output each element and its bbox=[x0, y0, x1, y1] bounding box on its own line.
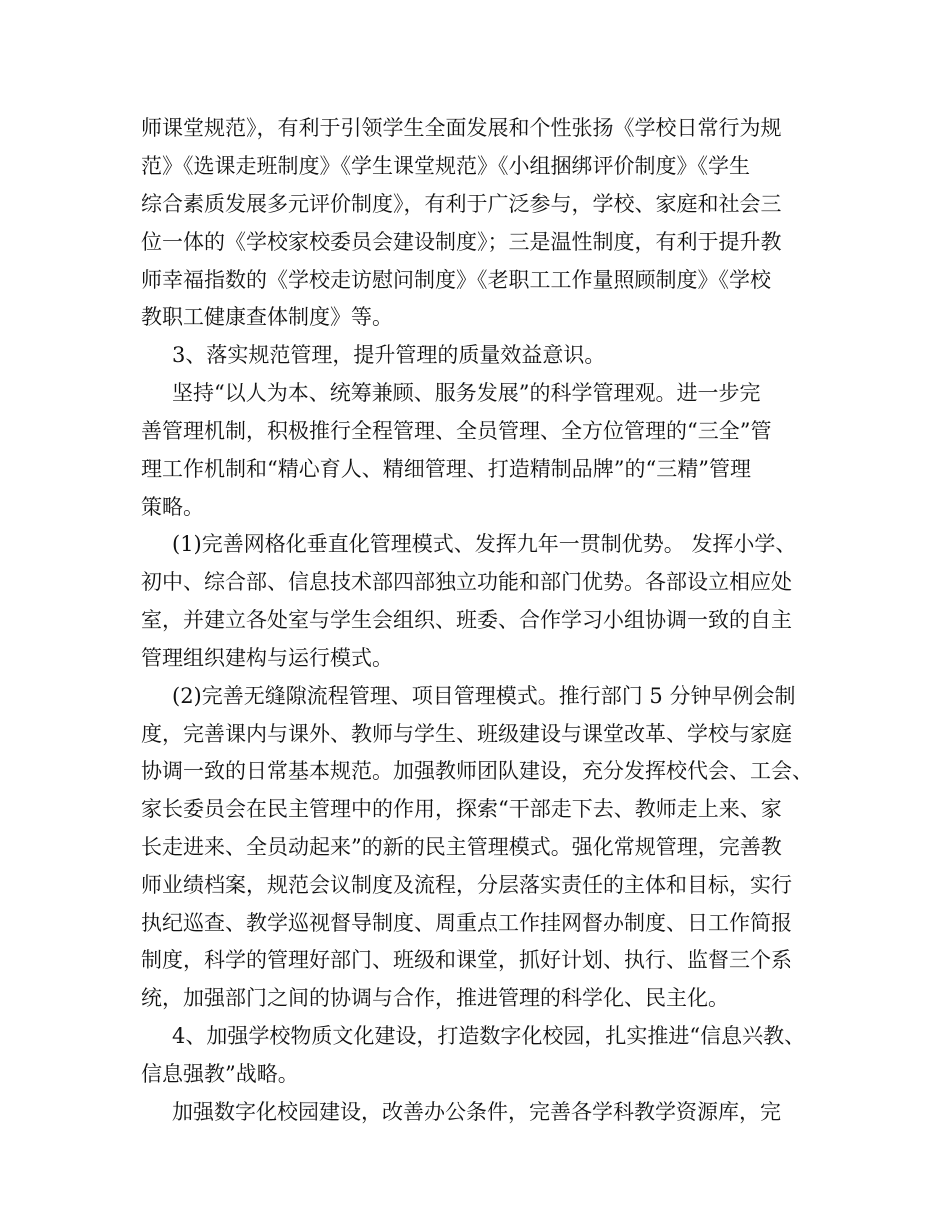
text-line: 理工作机制和“精心育人、精细管理、打造精制品牌”的“三精”管理 bbox=[141, 457, 751, 481]
text-line: 范》《选课走班制度》《学生课堂规范》《小组捆绑评价制度》《学生 bbox=[141, 154, 750, 178]
text-line: 初中、综合部、信息技术部四部独立功能和部门优势。各部设立相应处 bbox=[141, 570, 792, 594]
text-line: 信息强教”战略。 bbox=[141, 1062, 299, 1086]
text-line: 善管理机制，积极推行全程管理、全员管理、全方位管理的“三全”管 bbox=[141, 419, 772, 443]
section-heading: 3、落实规范管理，提升管理的质量效益意识。 bbox=[172, 343, 606, 367]
text-line: 师幸福指数的《学校走访慰问制度》《老职工工作量照顾制度》《学校 bbox=[141, 268, 771, 292]
text-line: 教职工健康查体制度》等。 bbox=[141, 305, 393, 329]
text-line: (1)完善网格化垂直化管理模式、发挥九年一贯制优势。 发挥小学、 bbox=[172, 532, 797, 556]
text-line: 制度，科学的管理好部门、班级和课堂，抓好计划、执行、监督三个系 bbox=[141, 948, 792, 972]
text-line: 管理组织建构与运行模式。 bbox=[141, 646, 393, 670]
text-line: 坚持“以人为本、统筹兼顾、服务发展”的科学管理观。进一步完 bbox=[172, 381, 761, 405]
text-line: 统，加强部门之间的协调与合作，推进管理的科学化、民主化。 bbox=[141, 986, 729, 1010]
text-line: 师课堂规范》，有利于引领学生全面发展和个性张扬《学校日常行为规 bbox=[141, 116, 782, 140]
text-line: 师业绩档案，规范会议制度及流程，分层落实责任的主体和目标，实行 bbox=[141, 873, 792, 897]
text-line: 策略。 bbox=[141, 495, 204, 519]
text-line: (2)完善无缝隙流程管理、项目管理模式。推行部门 5 分钟早例会制 bbox=[172, 684, 796, 708]
text-line: 度，完善课内与课外、教师与学生、班级建设与课堂改革、学校与家庭 bbox=[141, 722, 792, 746]
text-line: 综合素质发展多元评价制度》，有利于广泛参与，学校、家庭和社会三 bbox=[141, 192, 782, 216]
text-line: 位一体的《学校家校委员会建设制度》；三是温性制度，有利于提升教 bbox=[141, 230, 782, 254]
text-line: 长走进来、全员动起来”的新的民主管理模式。强化常规管理，完善教 bbox=[141, 835, 782, 859]
text-line: 执纪巡查、教学巡视督导制度、周重点工作挂网督办制度、日工作简报 bbox=[141, 911, 792, 935]
text-line: 协调一致的日常基本规范。加强教师团队建设，充分发挥校代会、工会、 bbox=[141, 759, 813, 783]
section-heading: 4、加强学校物质文化建设，打造数字化校园，扎实推进“信息兴教、 bbox=[172, 1024, 806, 1048]
text-line: 加强数字化校园建设，改善办公条件，完善各学科教学资源库，完 bbox=[172, 1100, 781, 1124]
text-line: 室，并建立各处室与学生会组织、班委、合作学习小组协调一致的自主 bbox=[141, 608, 792, 632]
text-line: 家长委员会在民主管理中的作用，探索“干部走下去、教师走上来、家 bbox=[141, 797, 782, 821]
